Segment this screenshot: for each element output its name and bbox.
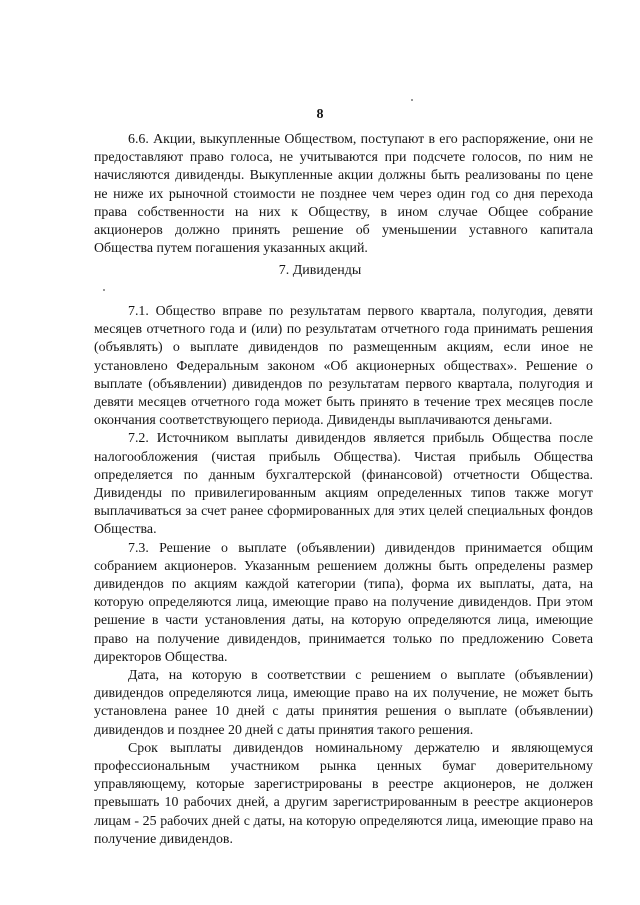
- scan-speck: [411, 99, 413, 101]
- paragraph-6-6: 6.6. Акции, выкупленные Обществом, поступают в его распоряжение, они не предоставляют право голоса, не учитываются при подсчете голосов, по ним не начисляются дивиденды. Выкупленные акции должны быть реализованы по цене не ниже их рыночной стоимости не позднее чем через один год со дня перехода права собственности на них к Обществу, в ином случае Общее собрание акционеров должно принять решение об уменьшении уставного капитала Общества путем погашения указанных акций.: [94, 132, 593, 257]
- paragraph-payment-term: Срок выплаты дивидендов номинальному держателю и являющемуся профессиональным участником рынка ценных бумаг доверительному управляющему, которые зарегистрированы в реестре акционеров, не должен превышать 10 рабочих дней, а другим зарегистрированным в реестре акционеров лицам - 25 рабочих дней с даты, на которую определяются лица, имеющие право на получение дивидендов.: [94, 740, 593, 847]
- section-6-block: [94, 131, 593, 258]
- paragraph-7-1: 7.1. Общество вправе по результатам первого квартала, полугодия, девяти месяцев отчетного года и (или) по результатам отчетного года принимать решения (объявлять) о выплате дивидендов по размещенным акциям, если иное не установлено Федеральным законом «Об акционерных обществах». Решение о выплате (объявлении) дивидендов по результатам первого квартала, полугодия и девяти месяцев отчетного года может быть принято в течение трех месяцев после окончания соответствующего периода. Дивиденды выплачиваются деньгами.: [94, 304, 593, 429]
- paragraph-date: Дата, на которую в соответствии с решением о выплате (объявлении) дивидендов определяются лица, имеющие право на их получение, не может быть установлена ранее 10 дней с даты принятия решения о выплате (объявлении) дивидендов и позднее 20 дней с даты принятия такого решения.: [94, 668, 593, 738]
- paragraph-7-3: 7.3. Решение о выплате (объявлении) дивидендов принимается общим собранием акционеров. Указанным решением должны быть определены размер дивидендов по акциям каждой категории (типа), форма их выплаты, дата, на которую определяются лица, имеющие право на получение дивидендов. При этом решение в части установления даты, на которую определяются лица, имеющие право на получение дивидендов, принимается только по предложению Совета директоров Общества.: [94, 540, 593, 665]
- page-number: 8: [316, 107, 324, 122]
- section-7-title: 7. Дивиденды: [278, 263, 362, 278]
- paragraph-7-2: 7.2. Источником выплаты дивидендов является прибыль Общества после налогообложения (чистая прибыль Общества). Чистая прибыль Общества определяется по данным бухгалтерской (финансовой) отчетности Общества. Дивиденды по привилегированным акциям определенных типов также могут выплачиваться за счет ранее сформированных для этих целей специальных фондов Общества.: [94, 431, 593, 538]
- scan-speck: [103, 289, 105, 291]
- section-7-block: [94, 303, 593, 849]
